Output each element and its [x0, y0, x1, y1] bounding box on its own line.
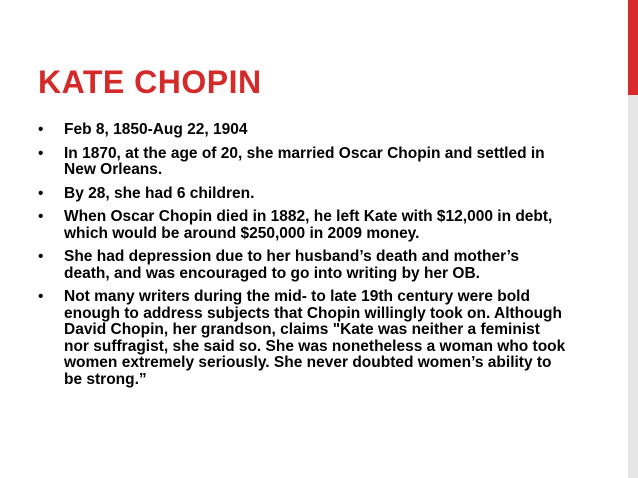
bullet-text: By 28, she had 6 children. [64, 184, 255, 202]
bullet-text: She had depression due to her husband’s death and mother’s death, and was encouraged to go into writing by her OB. [64, 248, 520, 282]
slide-title: KATE CHOPIN [38, 64, 262, 100]
accent-bar [628, 0, 638, 478]
accent-bar-gray-segment [628, 95, 638, 478]
bullet-text: Feb 8, 1850-Aug 22, 1904 [64, 121, 248, 138]
bullet-dot-icon: • [38, 288, 44, 305]
bullet-dot-icon: • [38, 208, 44, 225]
bullet-text: When Oscar Chopin died in 1882, he left Kate with $12,000 in debt, which would be around $250,000 in 2009 money. [64, 208, 553, 242]
bullet-dot-icon: • [38, 248, 44, 265]
bullet-list [38, 122, 568, 395]
bullet-dot-icon: • [38, 121, 44, 138]
bullet-dot-icon: • [38, 184, 44, 202]
bullet-text: In 1870, at the age of 20, she married Oscar Chopin and settled in New Orleans. [64, 144, 545, 178]
bullet-item [38, 122, 568, 139]
bullet-item [38, 289, 568, 388]
bullet-text: Not many writers during the mid- to late 19th century were bold enough to address subjects that Chopin willingly took on. Although David Chopin, her grandson, claims "Kate was neither a feminist nor suffragist, she said so. She was nonetheless a woman who took women extremely seriously. She never doubted women’s ability to be strong.” [64, 288, 566, 388]
accent-bar-red-segment [628, 0, 638, 95]
bullet-dot-icon: • [38, 144, 44, 162]
bullet-item [38, 146, 568, 179]
bullet-item [38, 249, 568, 282]
bullet-item [38, 209, 568, 242]
bullet-item [38, 186, 568, 203]
